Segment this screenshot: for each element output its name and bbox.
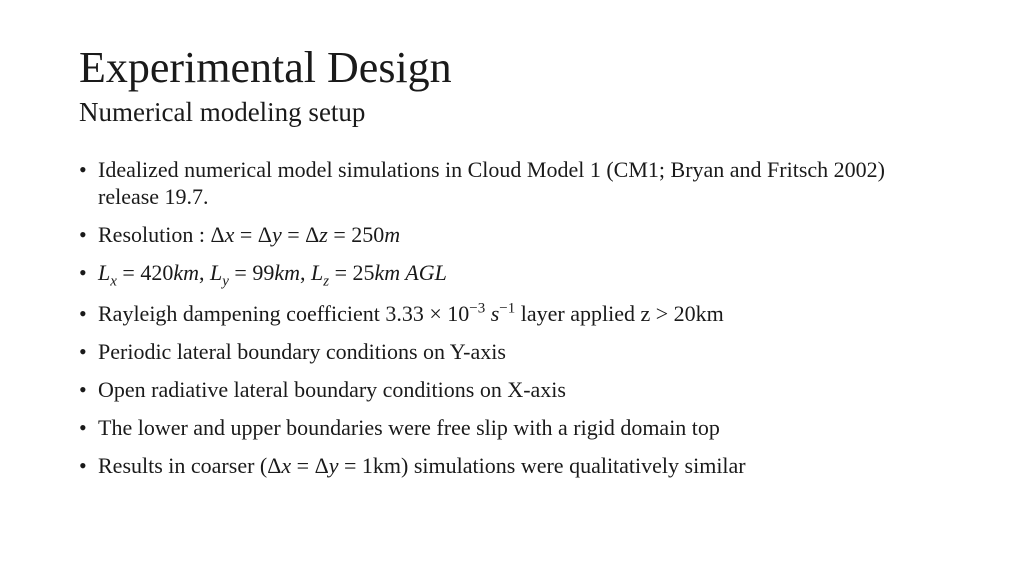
bullet-text: ) simulations were qualitatively similar — [401, 453, 746, 478]
bullet-item — [79, 221, 939, 248]
math-eq: = — [327, 222, 352, 247]
bullet-marker: • — [79, 377, 87, 402]
bullet-marker: • — [79, 339, 87, 364]
bullet-item — [79, 376, 939, 403]
math-delta: Δ — [267, 453, 282, 478]
math-var: x — [224, 222, 235, 247]
bullet-text: Rayleigh dampening coefficient 3.33 × 10 — [98, 301, 470, 326]
math-eq: = — [291, 453, 315, 478]
math-subscript: x — [110, 273, 117, 290]
bullet-marker: • — [79, 453, 87, 478]
math-eq: = — [116, 260, 141, 285]
bullet-text: Results in coarser ( — [98, 453, 268, 478]
bullet-item — [79, 300, 939, 327]
math-delta: Δ — [314, 453, 329, 478]
bullet-item — [79, 452, 939, 479]
math-var: x — [281, 453, 292, 478]
bullet-marker: • — [79, 222, 87, 247]
bullet-text-prefix: Resolution : — [98, 222, 211, 247]
math-unit: km — [274, 260, 300, 285]
math-var: y — [328, 453, 339, 478]
math-eq: = — [338, 453, 362, 478]
bullet-text: Open radiative lateral boundary conditions on X-axis — [98, 377, 566, 402]
math-value: 250 — [351, 222, 385, 247]
math-var: z — [319, 222, 328, 247]
bullet-text: Idealized numerical model simulations in Cloud Model 1 (CM1; Bryan and Fritsch 2002) release 19.7. — [98, 157, 885, 209]
bullet-item — [79, 259, 939, 290]
math-unit: km — [374, 260, 401, 285]
math-delta: Δ — [210, 222, 225, 247]
slide-subtitle: Numerical modeling setup — [79, 97, 366, 127]
math-eq: = — [228, 260, 253, 285]
math-unit: km — [173, 260, 199, 285]
math-eq: = — [281, 222, 306, 247]
math-var: L — [210, 260, 223, 285]
math-sep: , — [199, 260, 210, 285]
bullet-item — [79, 156, 939, 210]
bullet-marker: • — [79, 301, 87, 326]
bullet-marker: • — [79, 260, 87, 285]
bullet-text: Periodic lateral boundary conditions on Y-axis — [98, 339, 506, 364]
bullet-item — [79, 414, 939, 441]
slide-title: Experimental Design — [79, 43, 452, 92]
math-var: y — [271, 222, 282, 247]
math-exponent: −1 — [499, 300, 516, 317]
math-eq: = — [234, 222, 258, 247]
bullet-marker: • — [79, 415, 87, 440]
math-delta: Δ — [257, 222, 272, 247]
math-value: 25 — [352, 260, 375, 285]
bullet-text: The lower and upper boundaries were free slip with a rigid domain top — [98, 415, 720, 440]
math-unit: s — [485, 301, 500, 326]
math-subscript: y — [222, 273, 229, 290]
math-sep: , — [300, 260, 311, 285]
math-var: L — [98, 260, 111, 285]
bullet-list — [79, 156, 939, 490]
bullet-text: layer applied z > 20km — [515, 301, 724, 326]
math-unit: AGL — [400, 260, 447, 285]
math-value: 99 — [252, 260, 275, 285]
math-subscript: z — [323, 273, 330, 290]
math-delta: Δ — [305, 222, 320, 247]
math-eq: = — [329, 260, 353, 285]
math-exponent: −3 — [469, 300, 486, 317]
math-unit: m — [384, 222, 401, 247]
math-value: 1km — [361, 453, 402, 478]
math-value: 420 — [140, 260, 174, 285]
bullet-marker: • — [79, 157, 87, 182]
bullet-item — [79, 338, 939, 365]
math-var: L — [311, 260, 324, 285]
